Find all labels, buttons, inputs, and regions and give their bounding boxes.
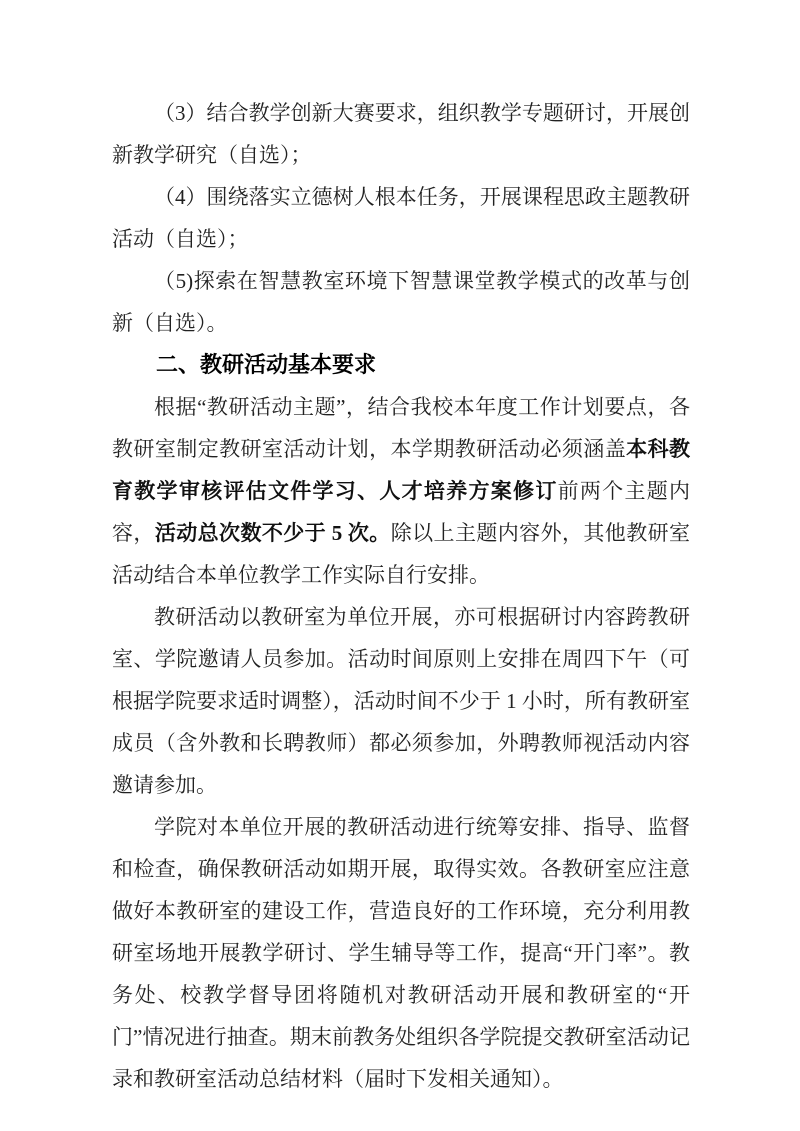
text-run: 前两个主题内容， (112, 479, 691, 545)
section-heading (112, 344, 690, 386)
paragraph (112, 92, 690, 176)
text-run: 学院对本单位开展的教研活动进行统筹安排、指导、监督和检查，确保教研活动如期开展，取得实效。各教研室应注意做好本教研室的建设工作，营造良好的工作环境，充分利用教研室场地开展教学研讨、学生辅导等工作，提高“开门率”。教务处、校教学督导团将随机对教研活动开展和教研室的“开门”情况进行抽查。期末前教务处组织各学院提交教研室活动记录和教研室活动总结材料（届时下发相关通知）。 (112, 815, 690, 1091)
document-body (112, 92, 690, 1100)
paragraph (112, 806, 690, 1100)
text-run: 除以上主题内容外，其他教研室活动结合本单位教学工作实际自行安排。 (112, 521, 691, 587)
text-run-bold: 二、教研活动基本要求 (156, 352, 377, 377)
text-run: 教研活动以教研室为单位开展，亦可根据研讨内容跨教研室、学院邀请人员参加。活动时间原则上安排在周四下午（可根据学院要求适时调整），活动时间不少于 1 小时，所有教研室成员（含外教和长聘教师）都必须参加，外聘教师视活动内容邀请参加。 (112, 605, 690, 797)
paragraph (112, 596, 690, 806)
text-run: （4）围绕落实立德树人根本任务，开展课程思政主题教研活动（自选）； (112, 185, 690, 251)
paragraph (112, 386, 690, 596)
text-run: （5)探索在智慧教室环境下智慧课堂教学模式的改革与创新（自选）。 (112, 269, 690, 335)
paragraph (112, 260, 690, 344)
text-run-bold: 本科教育教学审核评估文件学习、人才培养方案修订 (112, 437, 691, 503)
text-run-bold: 活动总次数不少于 5 次。 (154, 521, 391, 545)
text-run: （3）结合教学创新大赛要求，组织教学专题研讨，开展创新教学研究（自选）； (112, 101, 690, 167)
paragraph (112, 176, 690, 260)
text-run: 根据“教研活动主题”，结合我校本年度工作计划要点，各教研室制定教研室活动计划，本学期教研活动必须涵盖 (112, 395, 690, 461)
